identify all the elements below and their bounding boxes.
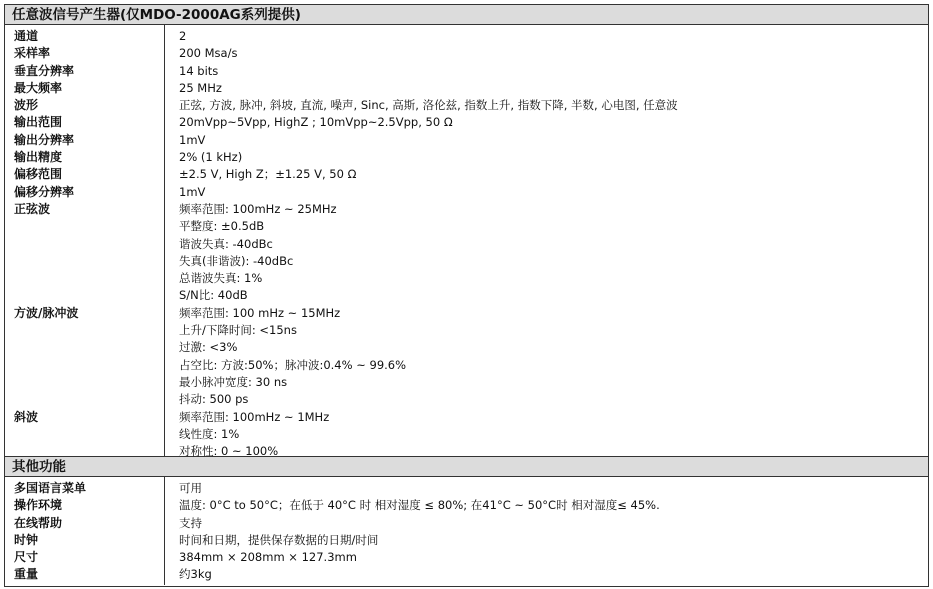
spec-row	[5, 63, 928, 80]
spec-row	[5, 80, 928, 97]
spec-row	[5, 132, 928, 149]
spec-values	[179, 166, 928, 183]
spec-value: 抖动: 500 ps	[179, 392, 249, 407]
spec-value: 384mm × 208mm × 127.3mm	[179, 550, 357, 565]
spec-label: 波形	[14, 98, 39, 113]
section-body-other	[5, 477, 928, 585]
spec-values	[179, 184, 928, 201]
spec-row	[5, 114, 928, 131]
spec-label: 在线帮助	[14, 515, 63, 530]
spec-value: 对称性: 0 ~ 100%	[179, 444, 279, 459]
spec-values	[179, 566, 928, 583]
spec-label: 最大频率	[14, 80, 63, 95]
section-header-awg: 任意波信号产生器(仅MDO-2000AG系列提供)	[5, 5, 928, 25]
spec-row	[5, 149, 928, 166]
spec-value: 200 Msa/s	[179, 46, 238, 61]
spec-label: 多国语言菜单	[14, 481, 87, 495]
spec-value: 占空比: 方波:50%；脉冲波:0.4% ~ 99.6%	[179, 357, 407, 372]
spec-row	[5, 532, 928, 549]
spec-value: 20mVpp~5Vpp, HighZ ; 10mVpp~2.5Vpp, 50 Ω	[179, 115, 453, 130]
spec-values	[179, 80, 928, 97]
spec-label: 方波/脉冲波	[14, 305, 79, 320]
spec-value: S/N比: 40dB	[179, 288, 248, 303]
spec-label: 偏移范围	[14, 167, 63, 182]
spec-row	[5, 566, 928, 583]
spec-value: 过激: <3%	[179, 340, 238, 355]
spec-label: 时钟	[14, 532, 39, 547]
spec-value: 频率范围: 100mHz ~ 1MHz	[179, 409, 330, 424]
spec-label: 输出精度	[14, 150, 63, 165]
spec-row	[5, 184, 928, 201]
spec-values	[179, 149, 928, 166]
spec-row	[5, 515, 928, 532]
spec-label: 垂直分辨率	[14, 63, 75, 78]
spec-label: 输出分辨率	[14, 132, 75, 147]
spec-label: 正弦波	[14, 201, 51, 216]
spec-row	[5, 28, 928, 45]
spec-value: 正弦, 方波, 脉冲, 斜坡, 直流, 噪声, Sinc, 高斯, 洛伦兹, 指数上升, 指数下降, 半数, 心电图, 任意波	[179, 98, 678, 113]
spec-value: 频率范围: 100mHz ~ 25MHz	[179, 201, 337, 216]
spec-value: 谐波失真: -40dBc	[179, 236, 273, 251]
spec-value: 频率范围: 100 mHz ~ 15MHz	[179, 305, 341, 320]
spec-value: 2% (1 kHz)	[179, 150, 243, 165]
spec-values	[179, 45, 928, 62]
spec-value: 2	[179, 29, 187, 43]
spec-value: 支持	[179, 515, 202, 530]
spec-row	[5, 201, 928, 305]
spec-row	[5, 497, 928, 514]
spec-values	[179, 97, 928, 114]
spec-values	[179, 497, 928, 514]
spec-value: 失真(非谐波): -40dBc	[179, 253, 294, 268]
spec-value: 平整度: ±0.5dB	[179, 219, 265, 234]
spec-row	[5, 305, 928, 409]
spec-values	[179, 201, 928, 305]
spec-values	[179, 480, 928, 497]
section-body-awg	[5, 25, 928, 457]
spec-value: 14 bits	[179, 63, 219, 78]
spec-row	[5, 409, 928, 461]
spec-value: 约3kg	[179, 567, 212, 582]
spec-row	[5, 166, 928, 183]
spec-values	[179, 409, 928, 461]
spec-values	[179, 305, 928, 409]
spec-values	[179, 532, 928, 549]
spec-value: 1mV	[179, 132, 206, 147]
spec-values	[179, 132, 928, 149]
spec-row	[5, 480, 928, 497]
spec-value: 时间和日期，提供保存数据的日期/时间	[179, 532, 379, 547]
spec-row	[5, 97, 928, 114]
spec-value: 总谐波失真: 1%	[179, 271, 263, 286]
section-header-other: 其他功能	[5, 457, 928, 477]
spec-label: 偏移分辨率	[14, 184, 75, 199]
spec-values	[179, 114, 928, 131]
spec-value: 1mV	[179, 184, 206, 199]
spec-row	[5, 549, 928, 566]
spec-label: 重量	[14, 567, 39, 582]
spec-value: 25 MHz	[179, 80, 222, 95]
spec-label: 输出范围	[14, 115, 63, 130]
spec-label: 采样率	[14, 46, 51, 61]
spec-label: 操作环境	[14, 498, 63, 513]
spec-label: 通道	[14, 29, 39, 43]
spec-values	[179, 549, 928, 566]
spec-value: ±2.5 V, High Z；±1.25 V, 50 Ω	[179, 167, 357, 182]
spec-value: 线性度: 1%	[179, 426, 240, 441]
spec-values	[179, 515, 928, 532]
spec-table	[4, 4, 929, 587]
spec-label: 斜波	[14, 409, 39, 424]
spec-value: 温度: 0°C to 50°C；在低于 40°C 时 相对湿度 ≤ 80%; 在41°C ~ 50°C时 相对湿度≤ 45%.	[179, 498, 660, 513]
spec-value: 上升/下降时间: <15ns	[179, 323, 297, 338]
spec-values	[179, 28, 928, 45]
spec-value: 最小脉冲宽度: 30 ns	[179, 374, 288, 389]
spec-values	[179, 63, 928, 80]
spec-value: 可用	[179, 481, 202, 495]
spec-row	[5, 45, 928, 62]
spec-label: 尺寸	[14, 550, 39, 565]
